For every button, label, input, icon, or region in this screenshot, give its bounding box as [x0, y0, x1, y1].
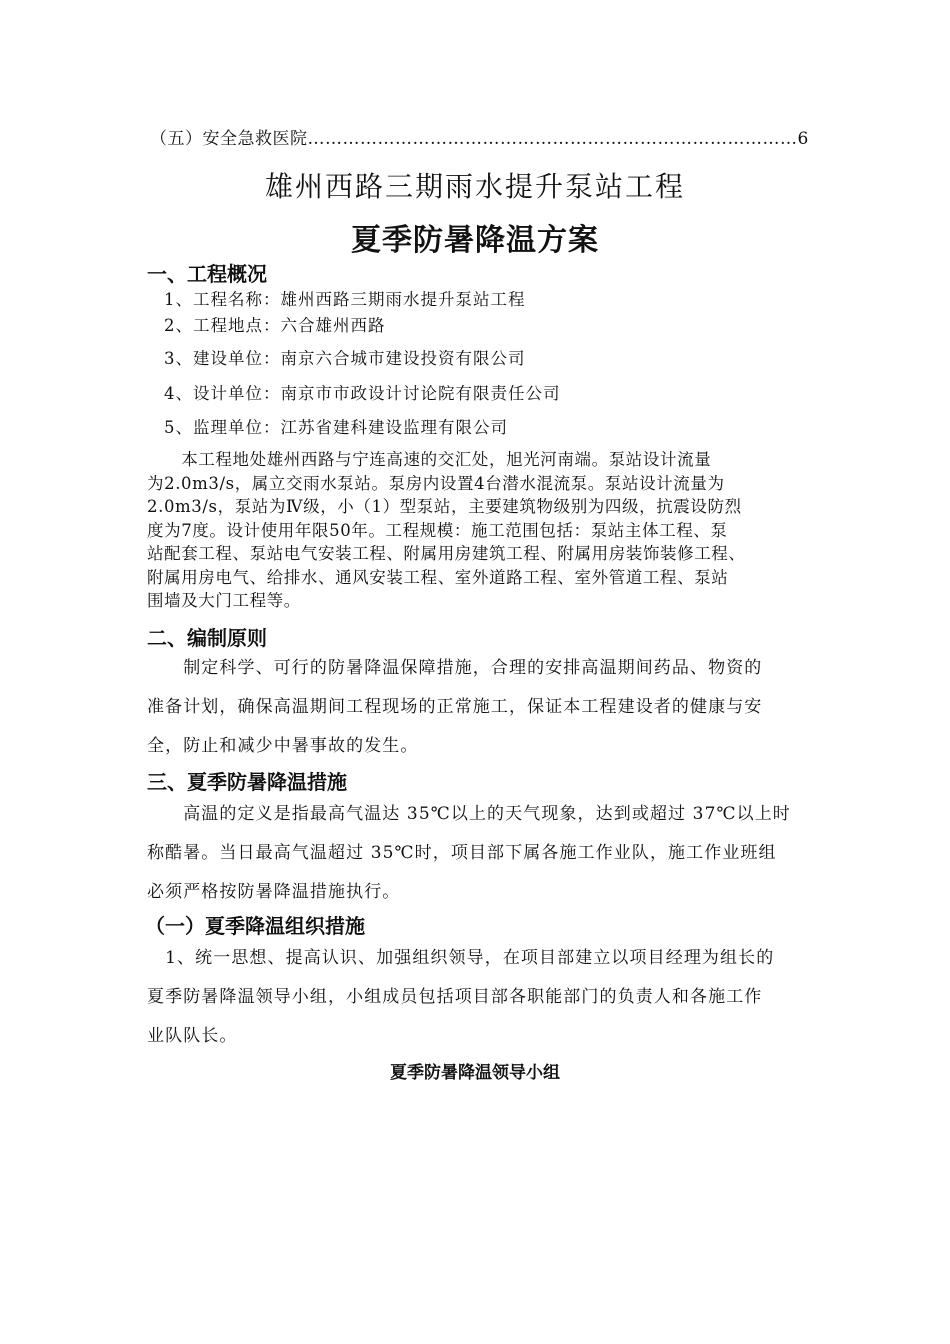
document-title: 雄州西路三期雨水提升泵站工程 [264, 170, 685, 203]
text-line: 度为7度。设计使用年限50年。工程规模：施工范围包括：泵站主体工程、泵 [147, 520, 728, 540]
project-name-item: 1、工程名称：雄州西路三期雨水提升泵站工程 [164, 290, 526, 309]
text-line: 围墙及大门工程等。 [147, 591, 301, 610]
project-location-item: 2、工程地点：六合雄州西路 [164, 316, 386, 335]
text-line: 为2.0m3/s，属立交雨水泵站。泵房内设置4台潜水混流泵。泵站设计流量为 [147, 473, 725, 493]
text-line: 2.0m3/s，泵站为Ⅳ级，小（1）型泵站，主要建筑物级别为四级，抗震设防烈 [147, 497, 742, 516]
organization-text [147, 939, 807, 1056]
measures-text [147, 795, 807, 912]
text-line: 全，防止和减少中暑事故的发生。 [147, 736, 419, 756]
section-heading-principles: 二、编制原则 [147, 626, 267, 650]
text-line: 站配套工程、泵站电气安装工程、附属用房建筑工程、附属用房装饰装修工程、 [147, 544, 746, 563]
subsection-heading-organization: （一）夏季降温组织措施 [145, 914, 365, 938]
text-line: 本工程地处雄州西路与宁连高速的交汇处，旭光河南端。泵站设计流量 [147, 450, 712, 469]
project-description [147, 448, 807, 613]
supervision-unit-item: 5、监理单位：江苏省建科建设监理有限公司 [164, 418, 508, 437]
text-line: 附属用房电气、给排水、通风安装工程、室外道路工程、室外管道工程、泵站 [147, 567, 729, 587]
text-line: 准备计划，确保高温期间工程现场的正常施工，保证本工程建设者的健康与安 [147, 697, 763, 717]
construction-unit-item: 3、建设单位：南京六合城市建设投资有限公司 [164, 349, 526, 368]
toc-entry: （五）安全急救医院…………………………………………………………………………6 [150, 129, 809, 149]
text-line: 1、统一思想、提高认识、加强组织领导，在项目部建立以项目经理为组长的 [147, 948, 775, 968]
table-caption: 夏季防暑降温领导小组 [390, 1063, 560, 1083]
text-line: 业队队长。 [147, 1026, 238, 1046]
text-line: 必须严格按防暑降温措施执行。 [147, 882, 401, 902]
text-line: 高温的定义是指最高气温达 35℃以上的天气现象，达到或超过 37℃以上时 [147, 804, 791, 824]
text-line: 称酷暑。当日最高气温超过 35℃时，项目部下属各施工作业队，施工作业班组 [147, 843, 777, 863]
text-line: 制定科学、可行的防暑降温保障措施，合理的安排高温期间药品、物资的 [147, 658, 763, 678]
section-heading-measures: 三、夏季防暑降温措施 [147, 770, 347, 794]
section-heading-overview: 一、工程概况 [147, 262, 267, 286]
design-unit-item: 4、设计单位：南京市市政设计讨论院有限责任公司 [164, 384, 561, 403]
principles-text [147, 649, 807, 766]
text-line: 夏季防暑降温领导小组，小组成员包括项目部各职能部门的负责人和各施工作 [147, 987, 763, 1007]
document-subtitle: 夏季防暑降温方案 [351, 223, 599, 258]
